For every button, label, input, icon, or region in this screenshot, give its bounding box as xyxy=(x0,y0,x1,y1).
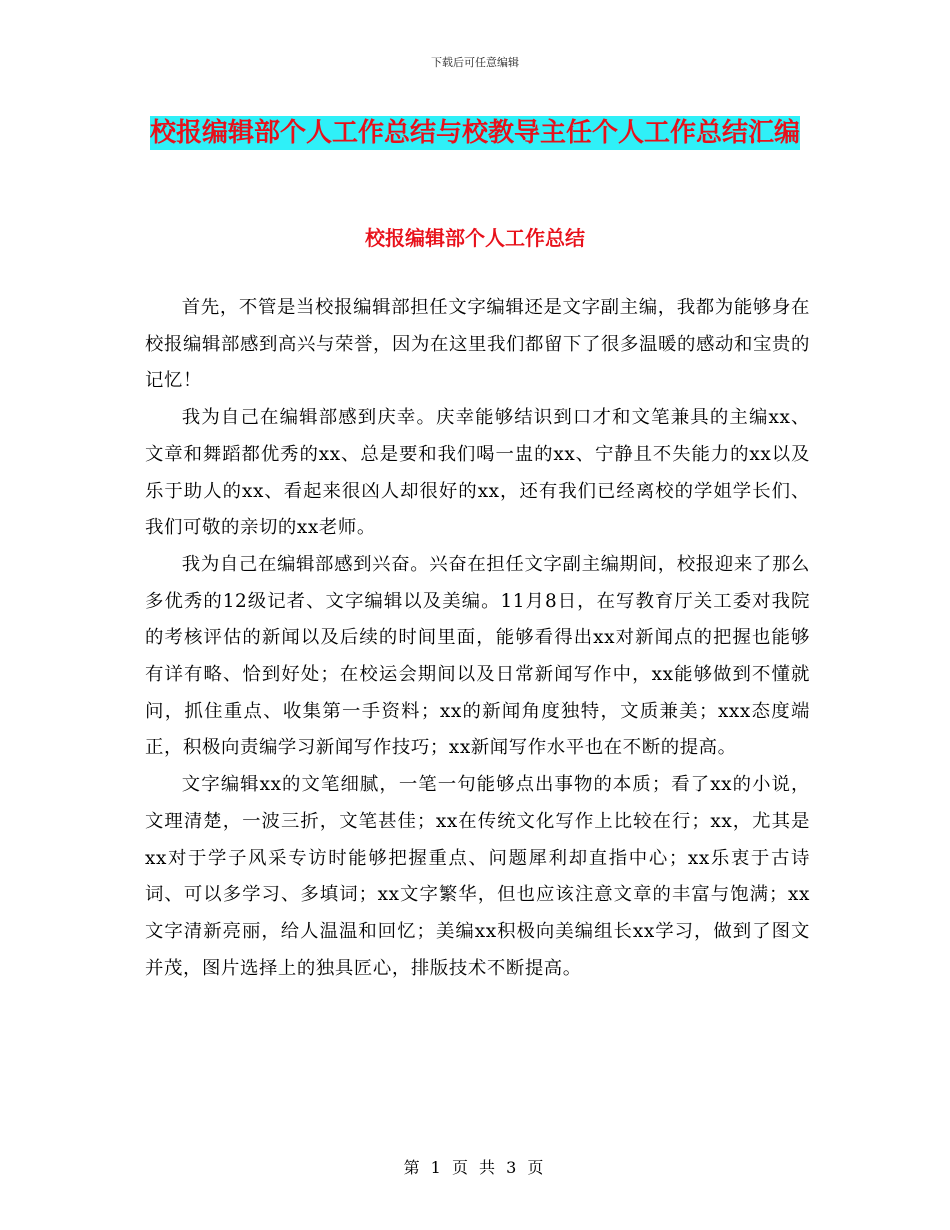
section-title: 校报编辑部个人工作总结 xyxy=(365,226,585,250)
paragraph-3: 我为自己在编辑部感到兴奋。兴奋在担任文字副主编期间，校报迎来了那么多优秀的12级记者、文字编辑以及美编。11月8日，在写教育厅关工委对我院的考核评估的新闻以及后续的时间里面，能够看得出xx对新闻点的把握也能够有详有略、恰到好处；在校运会期间以及日常新闻写作中，xx能够做到不懂就问，抓住重点、收集第一手资料；xx的新闻角度独特，文质兼美；xxx态度端正，积极向责编学习新闻写作技巧；xx新闻写作水平也在不断的提高。 xyxy=(145,553,810,759)
paragraph-4: 文字编辑xx的文笔细腻，一笔一句能够点出事物的本质；看了xx的小说，文理清楚，一波三折，文笔甚佳；xx在传统文化写作上比较在行；xx，尤其是xx对于学子风采专访时能够把握重点、问题犀利却直指中心；xx乐衷于古诗词、可以多学习、多填词；xx文字繁华，但也应该注意文章的丰富与饱满；xx文字清新亮丽，给人温温和回忆；美编xx积极向美编组长xx学习，做到了图文并茂，图片选择上的独具匠心，排版技术不断提高。 xyxy=(145,774,810,979)
page-footer: 第 1 页 共 3 页 xyxy=(403,1158,547,1177)
main-title xyxy=(145,110,805,156)
header-note: 下载后可任意编辑 xyxy=(431,56,519,69)
paragraph-2: 我为自己在编辑部感到庆幸。庆幸能够结识到口才和文笔兼具的主编xx、文章和舞蹈都优秀的xx、总是要和我们喝一盅的xx、宁静且不失能力的xx以及乐于助人的xx、看起来很凶人却很好的xx，还有我们已经离校的学姐学长们、我们可敬的亲切的xx老师。 xyxy=(145,407,810,539)
paragraph-1: 首先，不管是当校报编辑部担任文字编辑还是文字副主编，我都为能够身在校报编辑部感到高兴与荣誉，因为在这里我们都留下了很多温暖的感动和宝贵的记忆！ xyxy=(145,297,810,392)
body-text xyxy=(145,290,810,987)
main-title-text: 校报编辑部个人工作总结与校教导主任个人工作总结汇编 xyxy=(149,118,800,148)
